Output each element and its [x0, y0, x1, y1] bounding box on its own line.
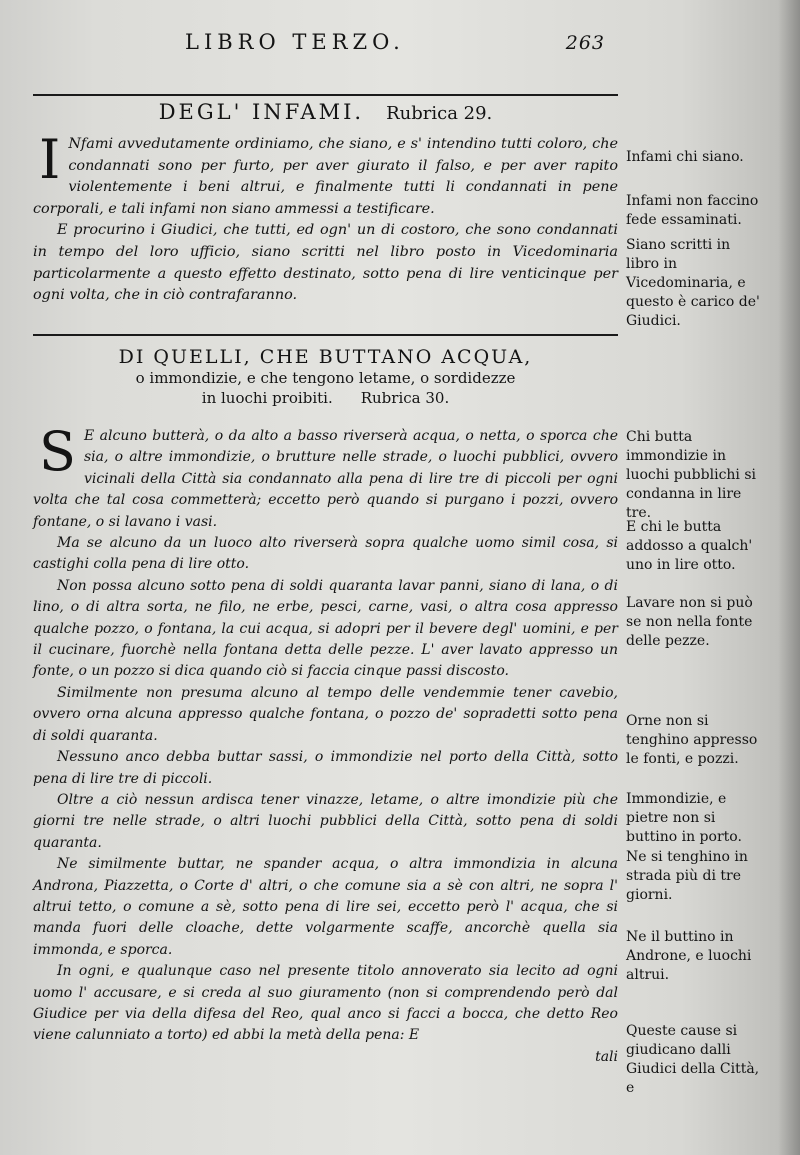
- section-body: [33, 420, 618, 1068]
- margin-note: Ne il buttino in Androne, e luochi altrui.: [626, 929, 752, 983]
- section-subheading: o immondizie, e che tengono letame, o sordidezze: [135, 369, 516, 387]
- section-divider: [33, 334, 618, 336]
- paragraph: Oltre a ciò nessun ardisca tener vinazze, letame, o altre imondizie più che giorni tre nelle strade, o altri luochi pubblici della Città, sotto pena di soldi quaranta.: [33, 791, 618, 851]
- section-title: DEGL' INFAMI.: [158, 100, 365, 124]
- paragraph: Non possa alcuno sotto pena di soldi quaranta lavar panni, siano di lana, o di lino, o di altra sorta, ne filo, ne erbe, pesci, carne, vasi, o altra cosa appresso qualche pozzo, o fontana, la cui acqua, si adopri per il bevere degl' uomini, e per il cucinare, fuorchè nella fontana detta delle pezze. L' aver lavato appresso un fonte, o un pozzo si dica quando ciò si faccia cinque passi discosto.: [33, 577, 618, 680]
- margin-note: Orne non si tenghino appresso le fonti, e pozzi.: [626, 713, 758, 767]
- margin-note: Infami non faccino fede essaminati.: [626, 193, 759, 228]
- section-subheading: [33, 388, 618, 408]
- paragraph: [33, 128, 618, 220]
- running-head: [185, 30, 605, 64]
- margin-note: Siano scritti in libro in Vicedominaria, e questo è carico de' Giudici.: [626, 237, 760, 329]
- margin-note: Chi butta immondizie in luochi pubblichi si condanna in lire tre.: [626, 429, 757, 521]
- paragraph-text: E alcuno butterà, o da alto a basso riverserà acqua, o netta, o sporca che sia, o altre immondizie, o brutture nelle strade, o luochi pubblici, ovvero vicinali della Città sia condannato alla pena di lire tre di piccoli per ogni volta che tal cosa commetterà; eccetto però quando si purgano i pozzi, ovvero fontane, o si lavano i vasi.: [33, 428, 618, 530]
- paragraph: In ogni, e qualunque caso nel presente titolo annoverato sia lecito ad ogni uomo l' accusare, e si creda al suo giuramento (non si comprendendo però dal Giudice per via della difesa del Reo, qual anco si facci a bocca, che detto Reo viene calunniato a torto) ed abbi la metà della pena: E: [33, 963, 618, 1044]
- paragraph: E procurino i Giudici, che tutti, ed ogn' un di costoro, che sono condannati in tempo del loro ufficio, siano scritti nel libro posto in Vicedominaria particolarmente a questo effetto destinato, sotto pena di lire venticinque per ogni volta, che in ciò contrafaranno.: [33, 222, 618, 304]
- paragraph: Ma se alcuno da un luoco alto riverserà sopra qualche uomo simil cosa, si castighi colla pena di lire otto.: [33, 535, 618, 573]
- page-number: 263: [565, 32, 605, 54]
- margin-note: Immondizie, e pietre non si buttino in porto.: [626, 791, 742, 845]
- page-gutter-shadow: [778, 0, 800, 1155]
- section-heading: DI QUELLI, CHE BUTTANO ACQUA,: [118, 346, 533, 368]
- paragraph: Nessuno anco debba buttar sassi, o immondizie nel porto della Città, sotto pena di lire tre di piccoli.: [33, 749, 618, 787]
- paragraph: Ne similmente buttar, ne spander acqua, o altra immondizia in alcuna Androna, Piazzetta, o Corte d' altri, o che comune sia a sè con altri, ne sopra l' altrui tetto, o comune a sè, sotto pena di lire sei, eccetto però l' acqua, che si manda fuori delle cloache, dette volgarmente scaffe, ancorchè quella sia immonda, e sporca.: [33, 856, 618, 958]
- margin-note: Queste cause si giudicano dalli Giudici della Città, e: [626, 1023, 760, 1096]
- margin-note: Infami chi siano.: [626, 149, 744, 165]
- section-subheading-end: in luochi proibiti.: [201, 389, 333, 407]
- drop-capital: S: [39, 420, 76, 483]
- paragraph: Similmente non presuma alcuno al tempo delle vendemmie tener cavebio, ovvero orna alcuna appresso qualche fontana, o pozzo de' sopradetti sotto pena di soldi quaranta.: [33, 684, 618, 744]
- paragraph-text: Nfami avvedutamente ordiniamo, che siano, e s' intendino tutti coloro, che condannati sono per furto, per aver giurato il falso, e per aver rapito violentemente i beni altrui, e finalmente tutti li condannati in pene corporali, e tali infami non siano ammessi a testificare.: [33, 136, 618, 217]
- rubric-number: Rubrica 30.: [360, 389, 450, 407]
- header-rule: [33, 94, 618, 96]
- margin-note: E chi le butta addosso a qualch' uno in lire otto.: [626, 519, 753, 573]
- section-heading: [33, 100, 618, 124]
- drop-capital: I: [39, 128, 61, 191]
- section-body: [33, 128, 618, 307]
- rubric-number: Rubrica 29.: [386, 103, 493, 124]
- section-infami: [33, 100, 618, 307]
- catchword: tali: [595, 1048, 618, 1065]
- margin-note: Lavare non si può se non nella fonte delle pezze.: [626, 595, 753, 649]
- section-acqua: [33, 346, 618, 1068]
- margin-note: Ne si tenghino in strada più di tre giorni.: [626, 849, 748, 903]
- paragraph: [33, 420, 618, 533]
- running-head-title: LIBRO TERZO.: [185, 30, 405, 54]
